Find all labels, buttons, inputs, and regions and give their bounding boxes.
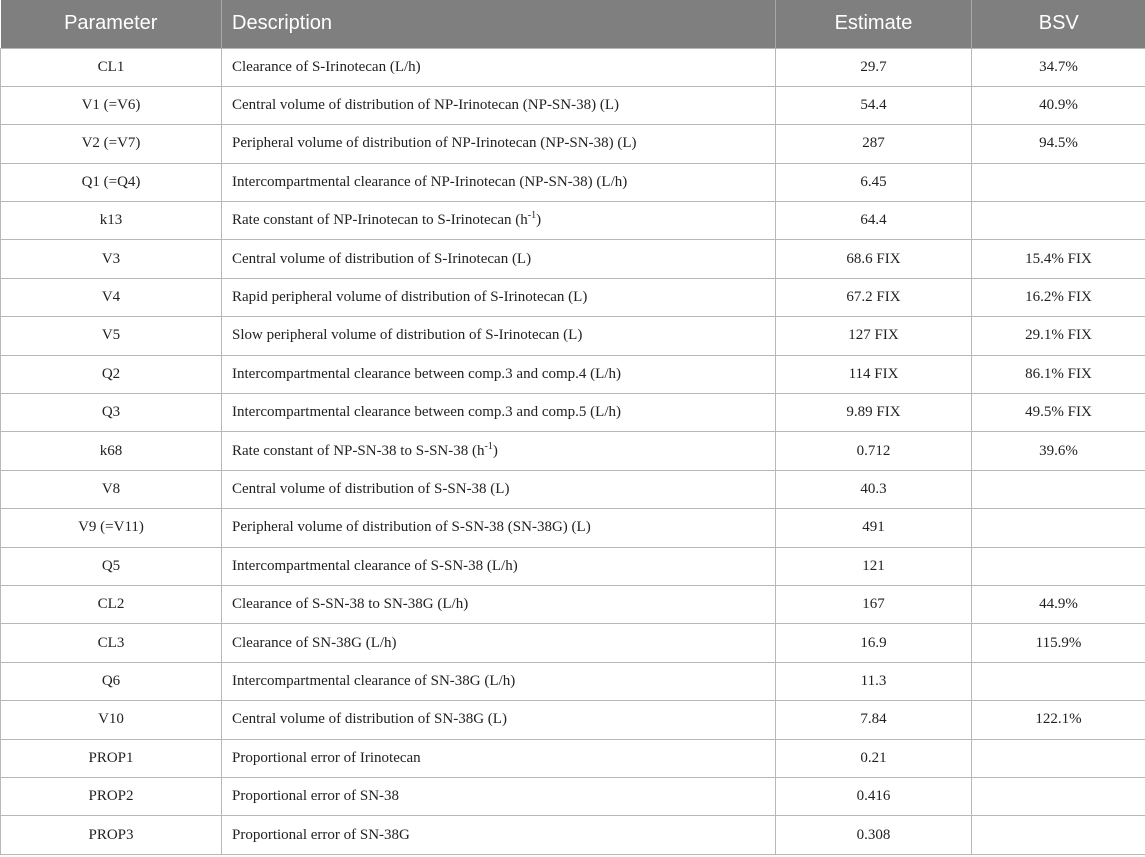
description-text: Clearance of S-SN-38 to SN-38G (L/h) bbox=[232, 596, 469, 613]
cell-description bbox=[222, 547, 776, 585]
table-row bbox=[1, 547, 1145, 585]
cell-bsv: 94.5% bbox=[972, 125, 1145, 163]
cell-parameter: V8 bbox=[1, 470, 222, 508]
cell-bsv bbox=[972, 470, 1145, 508]
table-header bbox=[1, 0, 1145, 48]
cell-bsv: 40.9% bbox=[972, 86, 1145, 124]
table-row bbox=[1, 432, 1145, 470]
cell-parameter: k13 bbox=[1, 202, 222, 240]
cell-bsv bbox=[972, 547, 1145, 585]
description-text: Central volume of distribution of NP-Irinotecan (NP-SN-38) (L) bbox=[232, 97, 620, 114]
cell-estimate: 114 FIX bbox=[776, 355, 972, 393]
cell-bsv: 15.4% FIX bbox=[972, 240, 1145, 278]
cell-estimate: 167 bbox=[776, 585, 972, 623]
cell-parameter: Q3 bbox=[1, 394, 222, 432]
cell-bsv: 115.9% bbox=[972, 624, 1145, 662]
cell-estimate: 7.84 bbox=[776, 701, 972, 739]
cell-description bbox=[222, 394, 776, 432]
table-row bbox=[1, 816, 1145, 854]
cell-description bbox=[222, 432, 776, 470]
cell-description bbox=[222, 509, 776, 547]
cell-estimate: 287 bbox=[776, 125, 972, 163]
cell-parameter: V5 bbox=[1, 317, 222, 355]
cell-parameter: CL3 bbox=[1, 624, 222, 662]
cell-estimate: 54.4 bbox=[776, 86, 972, 124]
cell-description bbox=[222, 470, 776, 508]
cell-bsv: 122.1% bbox=[972, 701, 1145, 739]
cell-estimate: 0.21 bbox=[776, 739, 972, 777]
cell-description bbox=[222, 202, 776, 240]
table-row bbox=[1, 240, 1145, 278]
cell-parameter: V2 (=V7) bbox=[1, 125, 222, 163]
description-text: Intercompartmental clearance of NP-Irinotecan (NP-SN-38) (L/h) bbox=[232, 173, 628, 190]
cell-estimate: 68.6 FIX bbox=[776, 240, 972, 278]
table-body bbox=[1, 48, 1145, 854]
cell-estimate: 127 FIX bbox=[776, 317, 972, 355]
description-superscript: -1 bbox=[527, 210, 537, 222]
cell-estimate: 29.7 bbox=[776, 48, 972, 86]
description-text: Peripheral volume of distribution of NP-Irinotecan (NP-SN-38) (L) bbox=[232, 135, 637, 152]
table-row bbox=[1, 48, 1145, 86]
cell-estimate: 64.4 bbox=[776, 202, 972, 240]
table-row bbox=[1, 125, 1145, 163]
cell-description bbox=[222, 163, 776, 201]
description-text: Intercompartmental clearance of S-SN-38 (L/h) bbox=[232, 557, 518, 574]
cell-description bbox=[222, 701, 776, 739]
cell-parameter: CL2 bbox=[1, 585, 222, 623]
table-row bbox=[1, 585, 1145, 623]
description-suffix: ) bbox=[536, 212, 542, 229]
cell-bsv: 16.2% FIX bbox=[972, 278, 1145, 316]
description-text: Clearance of S-Irinotecan (L/h) bbox=[232, 58, 421, 75]
table-row bbox=[1, 739, 1145, 777]
table-row bbox=[1, 624, 1145, 662]
cell-description bbox=[222, 355, 776, 393]
description-text: Proportional error of SN-38 bbox=[232, 788, 400, 805]
cell-estimate: 6.45 bbox=[776, 163, 972, 201]
header-bsv: BSV bbox=[1038, 12, 1079, 35]
description-text: Intercompartmental clearance of SN-38G (L/h) bbox=[232, 672, 516, 689]
description-text: Clearance of SN-38G (L/h) bbox=[232, 634, 397, 651]
cell-parameter: Q6 bbox=[1, 662, 222, 700]
table-row bbox=[1, 317, 1145, 355]
cell-description bbox=[222, 125, 776, 163]
cell-bsv bbox=[972, 777, 1145, 815]
description-text: Rapid peripheral volume of distribution of S-Irinotecan (L) bbox=[232, 289, 588, 306]
table-row bbox=[1, 355, 1145, 393]
table-row bbox=[1, 86, 1145, 124]
description-text: Intercompartmental clearance between comp.3 and comp.4 (L/h) bbox=[232, 365, 621, 382]
cell-estimate: 11.3 bbox=[776, 662, 972, 700]
cell-bsv: 86.1% FIX bbox=[972, 355, 1145, 393]
description-text: Rate constant of NP-SN-38 to S-SN-38 (h bbox=[232, 442, 485, 459]
header-parameter: Parameter bbox=[1, 0, 222, 48]
description-text: Rate constant of NP-Irinotecan to S-Irinotecan (h bbox=[232, 212, 528, 229]
description-text: Central volume of distribution of S-SN-38 (L) bbox=[232, 480, 510, 497]
table-row bbox=[1, 701, 1145, 739]
cell-description bbox=[222, 278, 776, 316]
cell-bsv: 49.5% FIX bbox=[972, 394, 1145, 432]
header-estimate: Estimate bbox=[776, 0, 972, 48]
description-text: Slow peripheral volume of distribution of S-Irinotecan (L) bbox=[232, 327, 583, 344]
cell-parameter: CL1 bbox=[1, 48, 222, 86]
cell-description bbox=[222, 624, 776, 662]
cell-estimate: 491 bbox=[776, 509, 972, 547]
cell-estimate: 9.89 FIX bbox=[776, 394, 972, 432]
cell-estimate: 16.9 bbox=[776, 624, 972, 662]
cell-parameter: V9 (=V11) bbox=[1, 509, 222, 547]
cell-description bbox=[222, 777, 776, 815]
table-row bbox=[1, 163, 1145, 201]
cell-bsv bbox=[972, 509, 1145, 547]
cell-estimate: 0.712 bbox=[776, 432, 972, 470]
cell-bsv: 29.1% FIX bbox=[972, 317, 1145, 355]
cell-bsv bbox=[972, 662, 1145, 700]
description-superscript: -1 bbox=[484, 440, 493, 452]
cell-description bbox=[222, 585, 776, 623]
cell-description bbox=[222, 86, 776, 124]
cell-description bbox=[222, 816, 776, 854]
header-description: Description bbox=[222, 0, 776, 48]
description-text: Intercompartmental clearance between comp.3 and comp.5 (L/h) bbox=[232, 404, 621, 421]
cell-parameter: V1 (=V6) bbox=[1, 86, 222, 124]
cell-description bbox=[222, 317, 776, 355]
table-row bbox=[1, 394, 1145, 432]
cell-bsv bbox=[972, 163, 1145, 201]
table-row bbox=[1, 662, 1145, 700]
description-text: Central volume of distribution of SN-38G (L) bbox=[232, 711, 507, 728]
table-row bbox=[1, 777, 1145, 815]
cell-parameter: V4 bbox=[1, 278, 222, 316]
table-row bbox=[1, 470, 1145, 508]
table-row bbox=[1, 278, 1145, 316]
description-text: Proportional error of Irinotecan bbox=[232, 749, 421, 766]
cell-bsv: 39.6% bbox=[972, 432, 1145, 470]
description-text: Peripheral volume of distribution of S-SN-38 (SN-38G) (L) bbox=[232, 519, 591, 536]
cell-parameter: PROP1 bbox=[1, 739, 222, 777]
table-row bbox=[1, 202, 1145, 240]
header-row bbox=[1, 0, 1145, 48]
description-text: Proportional error of SN-38G bbox=[232, 826, 410, 843]
cell-parameter: k68 bbox=[1, 432, 222, 470]
cell-bsv bbox=[972, 816, 1145, 854]
cell-description bbox=[222, 739, 776, 777]
cell-estimate: 0.308 bbox=[776, 816, 972, 854]
cell-description bbox=[222, 48, 776, 86]
cell-bsv: 34.7% bbox=[972, 48, 1145, 86]
cell-bsv bbox=[972, 739, 1145, 777]
cell-parameter: V10 bbox=[1, 701, 222, 739]
cell-parameter: Q1 (=Q4) bbox=[1, 163, 222, 201]
cell-description bbox=[222, 240, 776, 278]
cell-parameter: PROP2 bbox=[1, 777, 222, 815]
cell-estimate: 40.3 bbox=[776, 470, 972, 508]
cell-parameter: Q2 bbox=[1, 355, 222, 393]
description-suffix: ) bbox=[492, 442, 498, 459]
table-row bbox=[1, 509, 1145, 547]
cell-parameter: PROP3 bbox=[1, 816, 222, 854]
cell-estimate: 67.2 FIX bbox=[776, 278, 972, 316]
cell-bsv bbox=[972, 202, 1145, 240]
description-text: Central volume of distribution of S-Irinotecan (L) bbox=[232, 250, 532, 267]
cell-parameter: V3 bbox=[1, 240, 222, 278]
cell-bsv: 44.9% bbox=[972, 585, 1145, 623]
cell-estimate: 0.416 bbox=[776, 777, 972, 815]
cell-description bbox=[222, 662, 776, 700]
cell-estimate: 121 bbox=[776, 547, 972, 585]
cell-parameter: Q5 bbox=[1, 547, 222, 585]
